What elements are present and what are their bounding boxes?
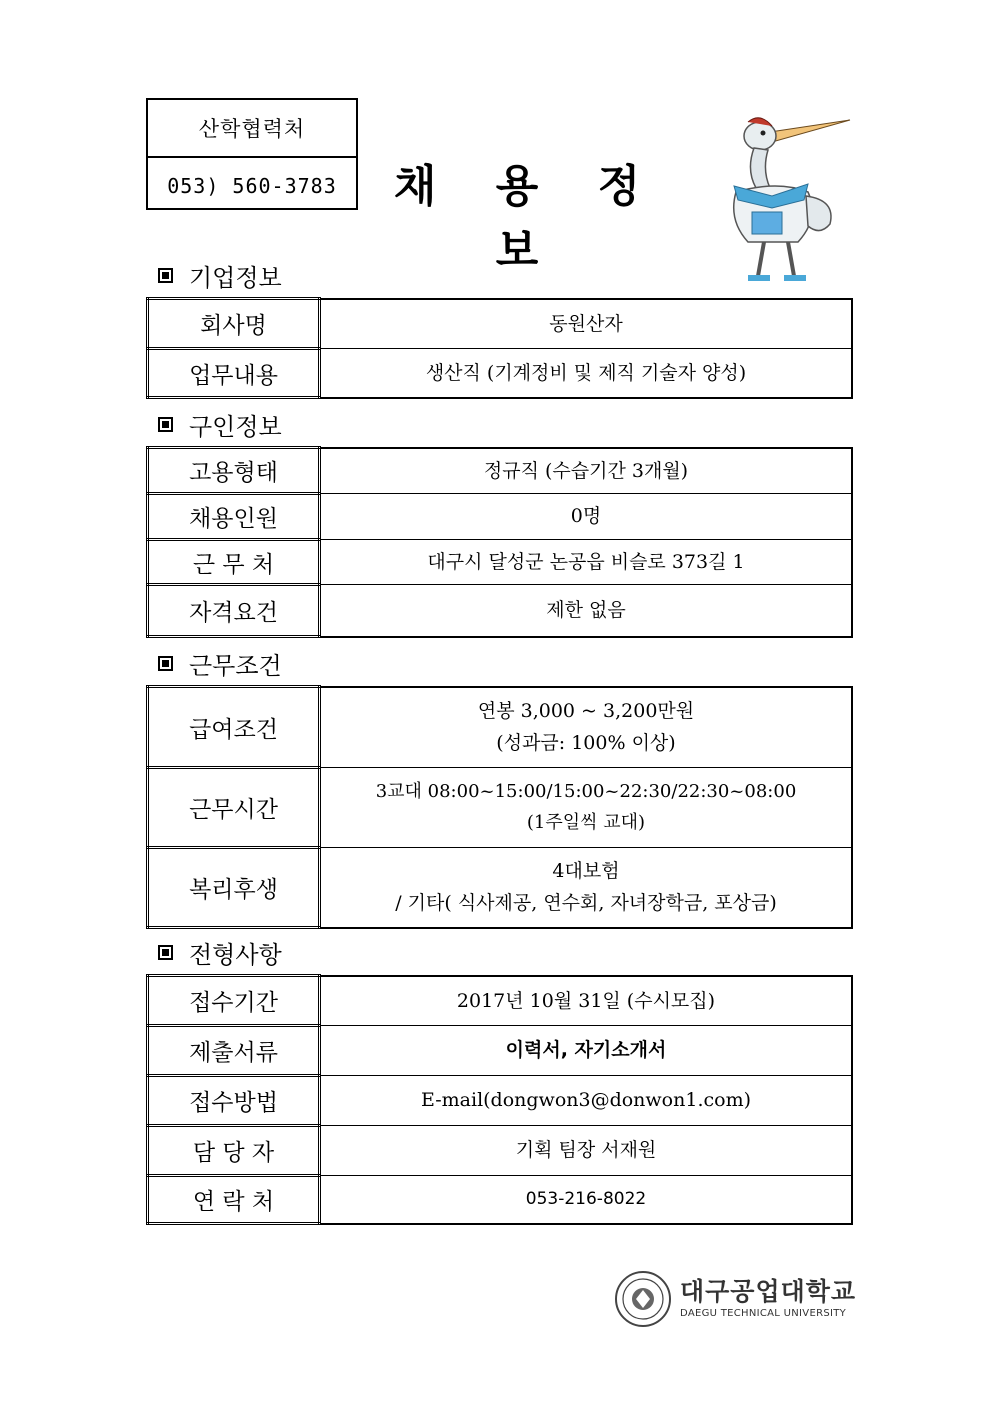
work-hours-label: 근무시간: [148, 768, 320, 848]
documents-value: 이력서, 자기소개서: [320, 1026, 853, 1076]
contact-person-label: 담 당 자: [148, 1126, 320, 1176]
company-info-table: [146, 297, 853, 399]
application-method-label: 접수방법: [148, 1076, 320, 1126]
document-title: 채 용 정 보: [393, 161, 663, 276]
square-bullet-icon: [158, 268, 173, 283]
section-heading-conditions: 근무조건: [158, 646, 282, 681]
crane-mascot-icon: [708, 100, 858, 290]
section-heading-selection: 전형사항: [158, 935, 282, 970]
section-heading-company: 기업정보: [158, 258, 282, 293]
work-hours-line-2: (1주일씩 교대): [526, 811, 646, 833]
work-hours-line-1: 3교대 08:00~15:00/15:00~22:30/22:30~08:00: [375, 780, 797, 802]
contact-number-label: 연 락 처: [148, 1176, 320, 1224]
employment-type-label: 고용형태: [148, 448, 320, 494]
table-row: [148, 1176, 853, 1224]
qualification-label: 자격요건: [148, 585, 320, 637]
application-period-value: 2017년 10월 31일 (수시모집): [320, 976, 853, 1026]
table-row: [148, 585, 853, 637]
university-logo: [614, 1270, 856, 1328]
table-row: [148, 349, 853, 398]
university-seal-icon: [614, 1270, 672, 1328]
table-row: [148, 1076, 853, 1126]
contact-box: [146, 98, 358, 210]
benefits-line-2: / 기타( 식사제공, 연수회, 자녀장학금, 포상금): [395, 892, 777, 915]
work-conditions-table: [146, 685, 853, 929]
section-heading-recruit: 구인정보: [158, 407, 282, 442]
headcount-value: 0명: [320, 494, 853, 540]
job-description-label: 업무내용: [148, 349, 320, 398]
salary-line-2: (성과금: 100% 이상): [496, 732, 676, 755]
qualification-value: 제한 없음: [320, 585, 853, 637]
table-row: [148, 448, 853, 494]
application-period-label: 접수기간: [148, 976, 320, 1026]
table-row: [148, 1026, 853, 1076]
contact-label: 산학협력처: [148, 100, 356, 158]
contact-phone: 053) 560-3783: [167, 173, 337, 198]
table-row: [148, 848, 853, 928]
benefits-line-1: 4대보험: [552, 859, 620, 882]
benefits-value: [320, 848, 853, 928]
square-bullet-icon: [158, 945, 173, 960]
university-name-english: DAEGU TECHNICAL UNIVERSITY: [680, 1308, 847, 1319]
square-bullet-icon: [158, 656, 173, 671]
work-hours-value: [320, 768, 853, 848]
headcount-label: 채용인원: [148, 494, 320, 540]
salary-value: [320, 687, 853, 768]
documents-label: 제출서류: [148, 1026, 320, 1076]
employment-type-value: 정규직 (수습기간 3개월): [320, 448, 853, 494]
recruit-info-table: [146, 446, 853, 638]
table-row: [148, 1126, 853, 1176]
workplace-label: 근 무 처: [148, 540, 320, 585]
square-bullet-icon: [158, 417, 173, 432]
benefits-label: 복리후생: [148, 848, 320, 928]
workplace-value: 대구시 달성군 논공읍 비슬로 373길 1: [320, 540, 853, 585]
table-row: [148, 976, 853, 1026]
company-name-value: 동원산자: [320, 299, 853, 349]
selection-info-table: [146, 974, 853, 1225]
table-row: [148, 540, 853, 585]
job-description-value: 생산직 (기계정비 및 제직 기술자 양성): [320, 349, 853, 398]
contact-person-value: 기획 팀장 서재원: [320, 1126, 853, 1176]
table-row: [148, 768, 853, 848]
university-name-korean: 대구공업대학교: [680, 1277, 857, 1306]
table-row: [148, 299, 853, 349]
table-row: [148, 687, 853, 768]
company-name-label: 회사명: [148, 299, 320, 349]
table-row: [148, 494, 853, 540]
salary-line-1: 연봉 3,000 ~ 3,200만원: [477, 699, 695, 722]
contact-number-value: 053-216-8022: [320, 1176, 853, 1224]
salary-label: 급여조건: [148, 687, 320, 768]
application-method-value: E-mail(dongwon3@donwon1.com): [320, 1076, 853, 1126]
